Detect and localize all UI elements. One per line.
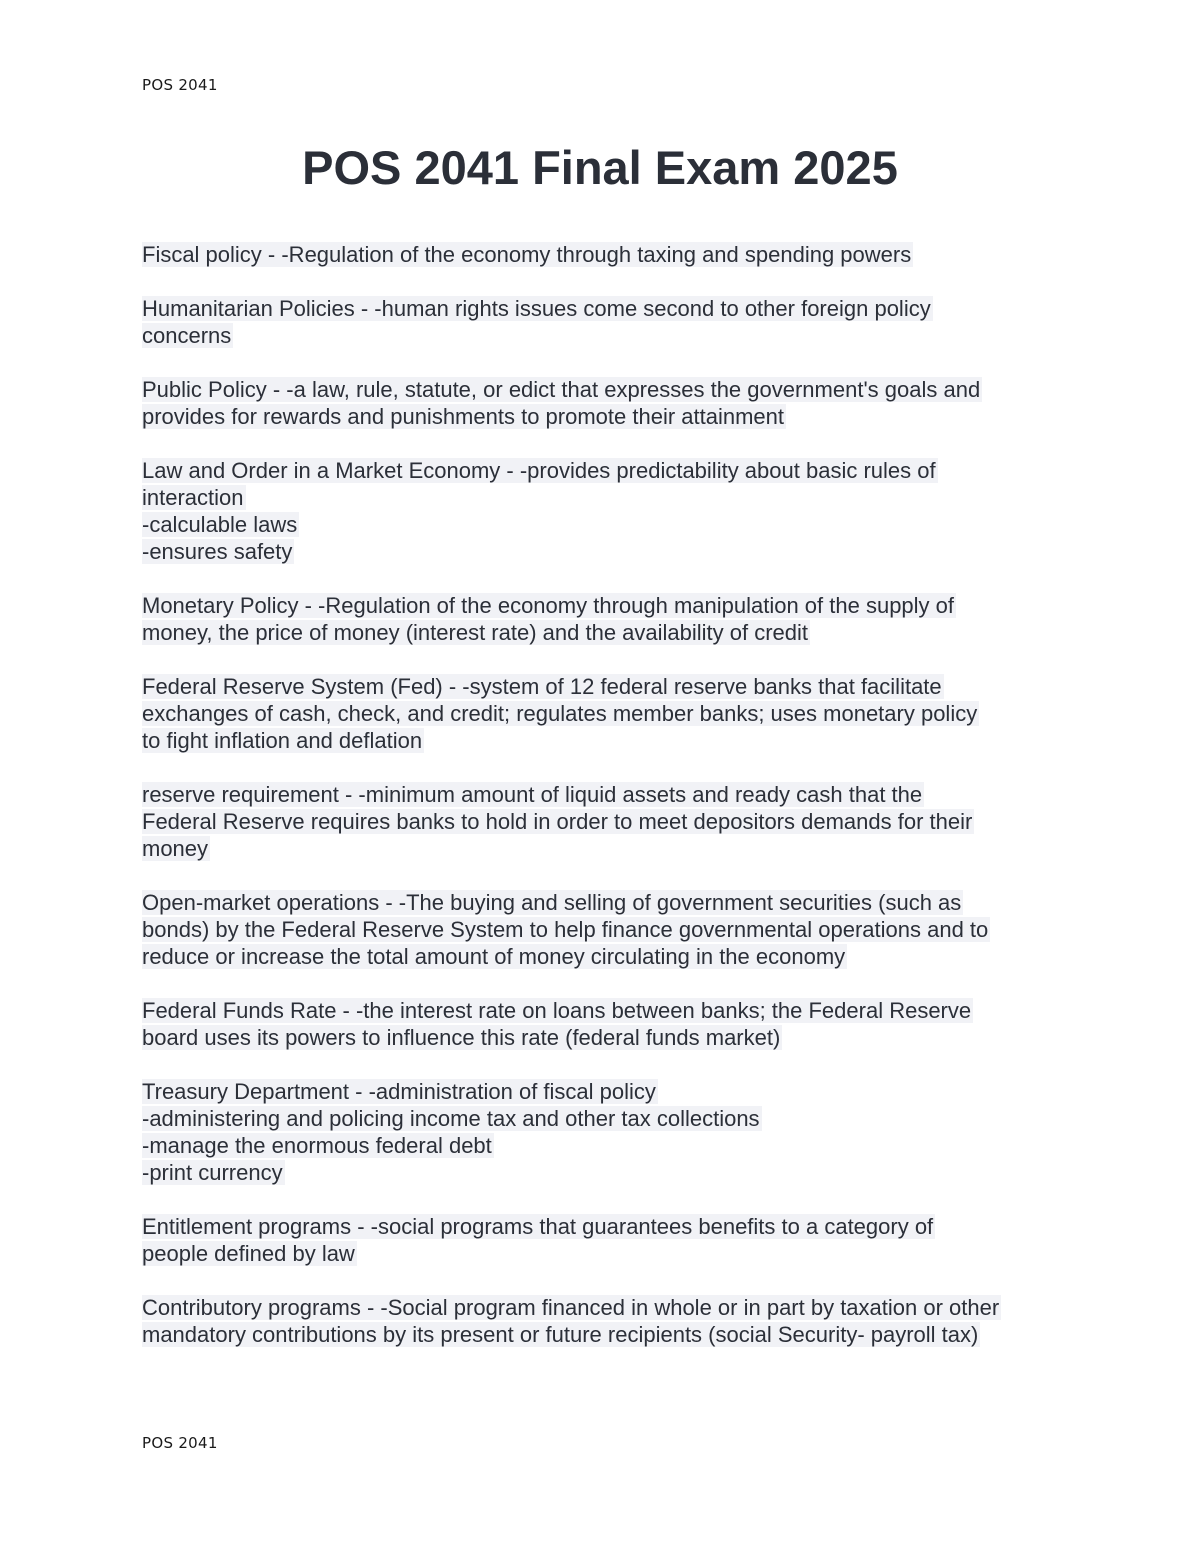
entry-line (142, 457, 1072, 484)
entry-line-text: mandatory contributions by its present or future recipients (social Security- payroll tax) (142, 1322, 979, 1347)
entry-line-text: -manage the enormous federal debt (142, 1133, 492, 1158)
entry-line-text: Entitlement programs - -social programs that guarantees benefits to a category of (142, 1214, 934, 1239)
entry-line (142, 673, 1072, 700)
entry-line (142, 943, 1072, 970)
entry-line (142, 403, 1072, 430)
entry-line (142, 1105, 1072, 1132)
entry-line (142, 241, 1072, 268)
entry-line (142, 592, 1072, 619)
entry-line-text: Law and Order in a Market Economy - -provides predictability about basic rules of (142, 458, 936, 483)
entry-line (142, 1321, 1072, 1348)
entry-line (142, 835, 1072, 862)
entry-line (142, 511, 1072, 538)
entry-line (142, 295, 1072, 322)
term-entry (142, 295, 1072, 349)
term-entry (142, 1294, 1072, 1348)
term-entry (142, 376, 1072, 430)
term-entry (142, 673, 1072, 754)
entry-line (142, 808, 1072, 835)
entry-line-text: Contributory programs - -Social program financed in whole or in part by taxation or other (142, 1295, 1000, 1320)
entry-line-text: bonds) by the Federal Reserve System to help finance governmental operations and to (142, 917, 989, 942)
entry-line (142, 619, 1072, 646)
term-entry (142, 457, 1072, 565)
entry-line-text: Public Policy - -a law, rule, statute, or edict that expresses the government's goals and (142, 377, 981, 402)
entry-line (142, 484, 1072, 511)
entry-line-text: exchanges of cash, check, and credit; regulates member banks; uses monetary policy (142, 701, 978, 726)
entry-line-text: Fiscal policy - -Regulation of the economy through taxing and spending powers (142, 242, 912, 267)
entry-line-text: Open-market operations - -The buying and selling of government securities (such as (142, 890, 962, 915)
entry-line (142, 1024, 1072, 1051)
term-entry (142, 889, 1072, 970)
term-entry (142, 241, 1072, 268)
entry-line-text: -calculable laws (142, 512, 298, 537)
entry-line (142, 997, 1072, 1024)
flashcard-list (142, 241, 1072, 1375)
entry-line (142, 376, 1072, 403)
entry-line-text: Federal Reserve System (Fed) - -system of 12 federal reserve banks that facilitate (142, 674, 942, 699)
entry-line (142, 889, 1072, 916)
entry-line-text: money, the price of money (interest rate) and the availability of credit (142, 620, 809, 645)
page-header: POS 2041 (142, 76, 218, 94)
entry-line-text: -ensures safety (142, 539, 293, 564)
entry-line (142, 1240, 1072, 1267)
entry-line (142, 1078, 1072, 1105)
term-entry (142, 1078, 1072, 1186)
entry-line-text: to fight inflation and deflation (142, 728, 423, 753)
entry-line (142, 916, 1072, 943)
entry-line (142, 538, 1072, 565)
term-entry (142, 997, 1072, 1051)
entry-line (142, 1294, 1072, 1321)
entry-line-text: interaction (142, 485, 244, 510)
entry-line-text: provides for rewards and punishments to promote their attainment (142, 404, 784, 429)
entry-line-text: Monetary Policy - -Regulation of the economy through manipulation of the supply of (142, 593, 955, 618)
entry-line (142, 1213, 1072, 1240)
entry-line-text: money (142, 836, 209, 861)
entry-line-text: Federal Reserve requires banks to hold in order to meet depositors demands for their (142, 809, 973, 834)
entry-line-text: -print currency (142, 1160, 283, 1185)
entry-line-text: Treasury Department - -administration of fiscal policy (142, 1079, 656, 1104)
term-entry (142, 1213, 1072, 1267)
entry-line (142, 700, 1072, 727)
entry-line-text: people defined by law (142, 1241, 355, 1266)
entry-line-text: concerns (142, 323, 232, 348)
term-entry (142, 781, 1072, 862)
entry-line-text: board uses its powers to influence this rate (federal funds market) (142, 1025, 781, 1050)
page-title: POS 2041 Final Exam 2025 (302, 141, 898, 194)
page-footer: POS 2041 (142, 1434, 218, 1452)
entry-line-text: -administering and policing income tax and other tax collections (142, 1106, 760, 1131)
entry-line (142, 322, 1072, 349)
entry-line-text: reduce or increase the total amount of money circulating in the economy (142, 944, 846, 969)
entry-line (142, 781, 1072, 808)
entry-line-text: reserve requirement - -minimum amount of liquid assets and ready cash that the (142, 782, 923, 807)
entry-line-text: Federal Funds Rate - -the interest rate on loans between banks; the Federal Reserve (142, 998, 972, 1023)
term-entry (142, 592, 1072, 646)
entry-line-text: Humanitarian Policies - -human rights issues come second to other foreign policy (142, 296, 931, 321)
entry-line (142, 1132, 1072, 1159)
entry-line (142, 1159, 1072, 1186)
entry-line (142, 727, 1072, 754)
